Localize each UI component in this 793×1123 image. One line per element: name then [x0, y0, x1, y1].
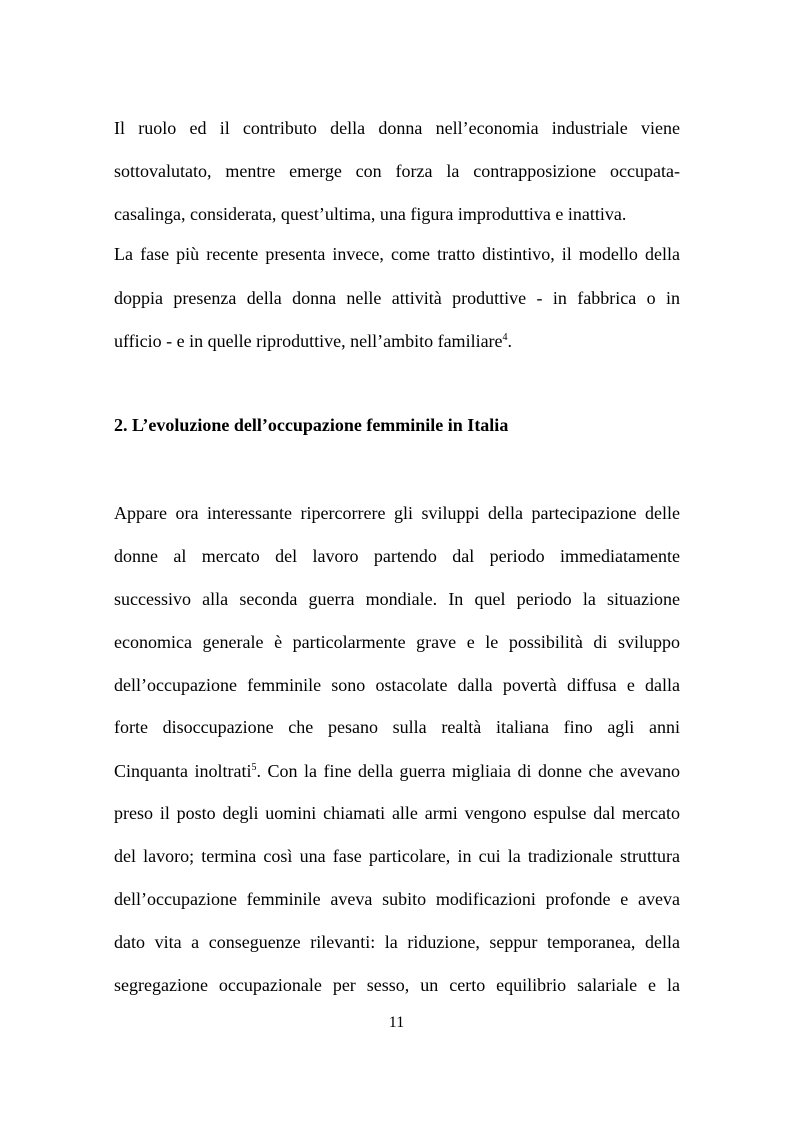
footnote-ref-4: 4	[502, 332, 508, 343]
section-heading: 2. L’evoluzione dell’occupazione femminile in Italia	[114, 415, 509, 435]
paragraph-3-line-3: successivo alla seconda guerra mondiale. In quel periodo la situazione	[114, 589, 680, 609]
paragraph-3-line-7	[114, 760, 680, 782]
paragraph-2-line-3	[114, 330, 680, 352]
paragraph-3-line-8: preso il posto degli uomini chiamati alle armi vengono espulse dal mercato	[114, 803, 680, 823]
paragraph-2-line-3-text: ufficio - e in quelle riproduttive, nell’ambito familiare	[114, 331, 503, 351]
paragraph-1-line-3: casalinga, considerata, quest’ultima, una figura improduttiva e inattiva.	[114, 204, 627, 224]
paragraph-3-line-1: Appare ora interessante ripercorrere gli sviluppi della partecipazione delle	[114, 503, 680, 523]
paragraph-1-line-1: Il ruolo ed il contributo della donna nell’economia industriale viene	[114, 118, 680, 138]
paragraph-3-line-2: donne al mercato del lavoro partendo dal periodo immediatamente	[114, 546, 680, 566]
paragraph-2-line-2: doppia presenza della donna nelle attività produttive - in fabbrica o in	[114, 288, 680, 308]
paragraph-3-line-9: del lavoro; termina così una fase particolare, in cui la tradizionale struttura	[114, 846, 680, 866]
paragraph-3-line-4: economica generale è particolarmente grave e le possibilità di sviluppo	[114, 632, 680, 652]
page-number: 11	[388, 1014, 405, 1031]
paragraph-3-line-5: dell’occupazione femminile sono ostacolate dalla povertà diffusa e dalla	[114, 675, 680, 695]
paragraph-3-line-6: forte disoccupazione che pesano sulla realtà italiana fino agli anni	[114, 717, 680, 737]
paragraph-1-line-2: sottovalutato, mentre emerge con forza la contrapposizione occupata-	[114, 161, 680, 181]
footnote-ref-5: 5	[251, 762, 257, 773]
paragraph-3-line-10: dell’occupazione femminile aveva subito modificazioni profonde e aveva	[114, 889, 680, 909]
paragraph-3-line-12: segregazione occupazionale per sesso, un certo equilibrio salariale e la	[114, 975, 680, 995]
paragraph-3-line-11: dato vita a conseguenze rilevanti: la riduzione, seppur temporanea, della	[114, 932, 680, 952]
paragraph-3-line-7-start: Cinquanta inoltrati	[114, 761, 252, 781]
paragraph-2-end-punct: .	[507, 331, 513, 351]
paragraph-2-line-1: La fase più recente presenta invece, come tratto distintivo, il modello della	[114, 244, 680, 264]
paragraph-3-line-7-end: . Con la fine della guerra migliaia di donne che avevano	[256, 761, 680, 781]
